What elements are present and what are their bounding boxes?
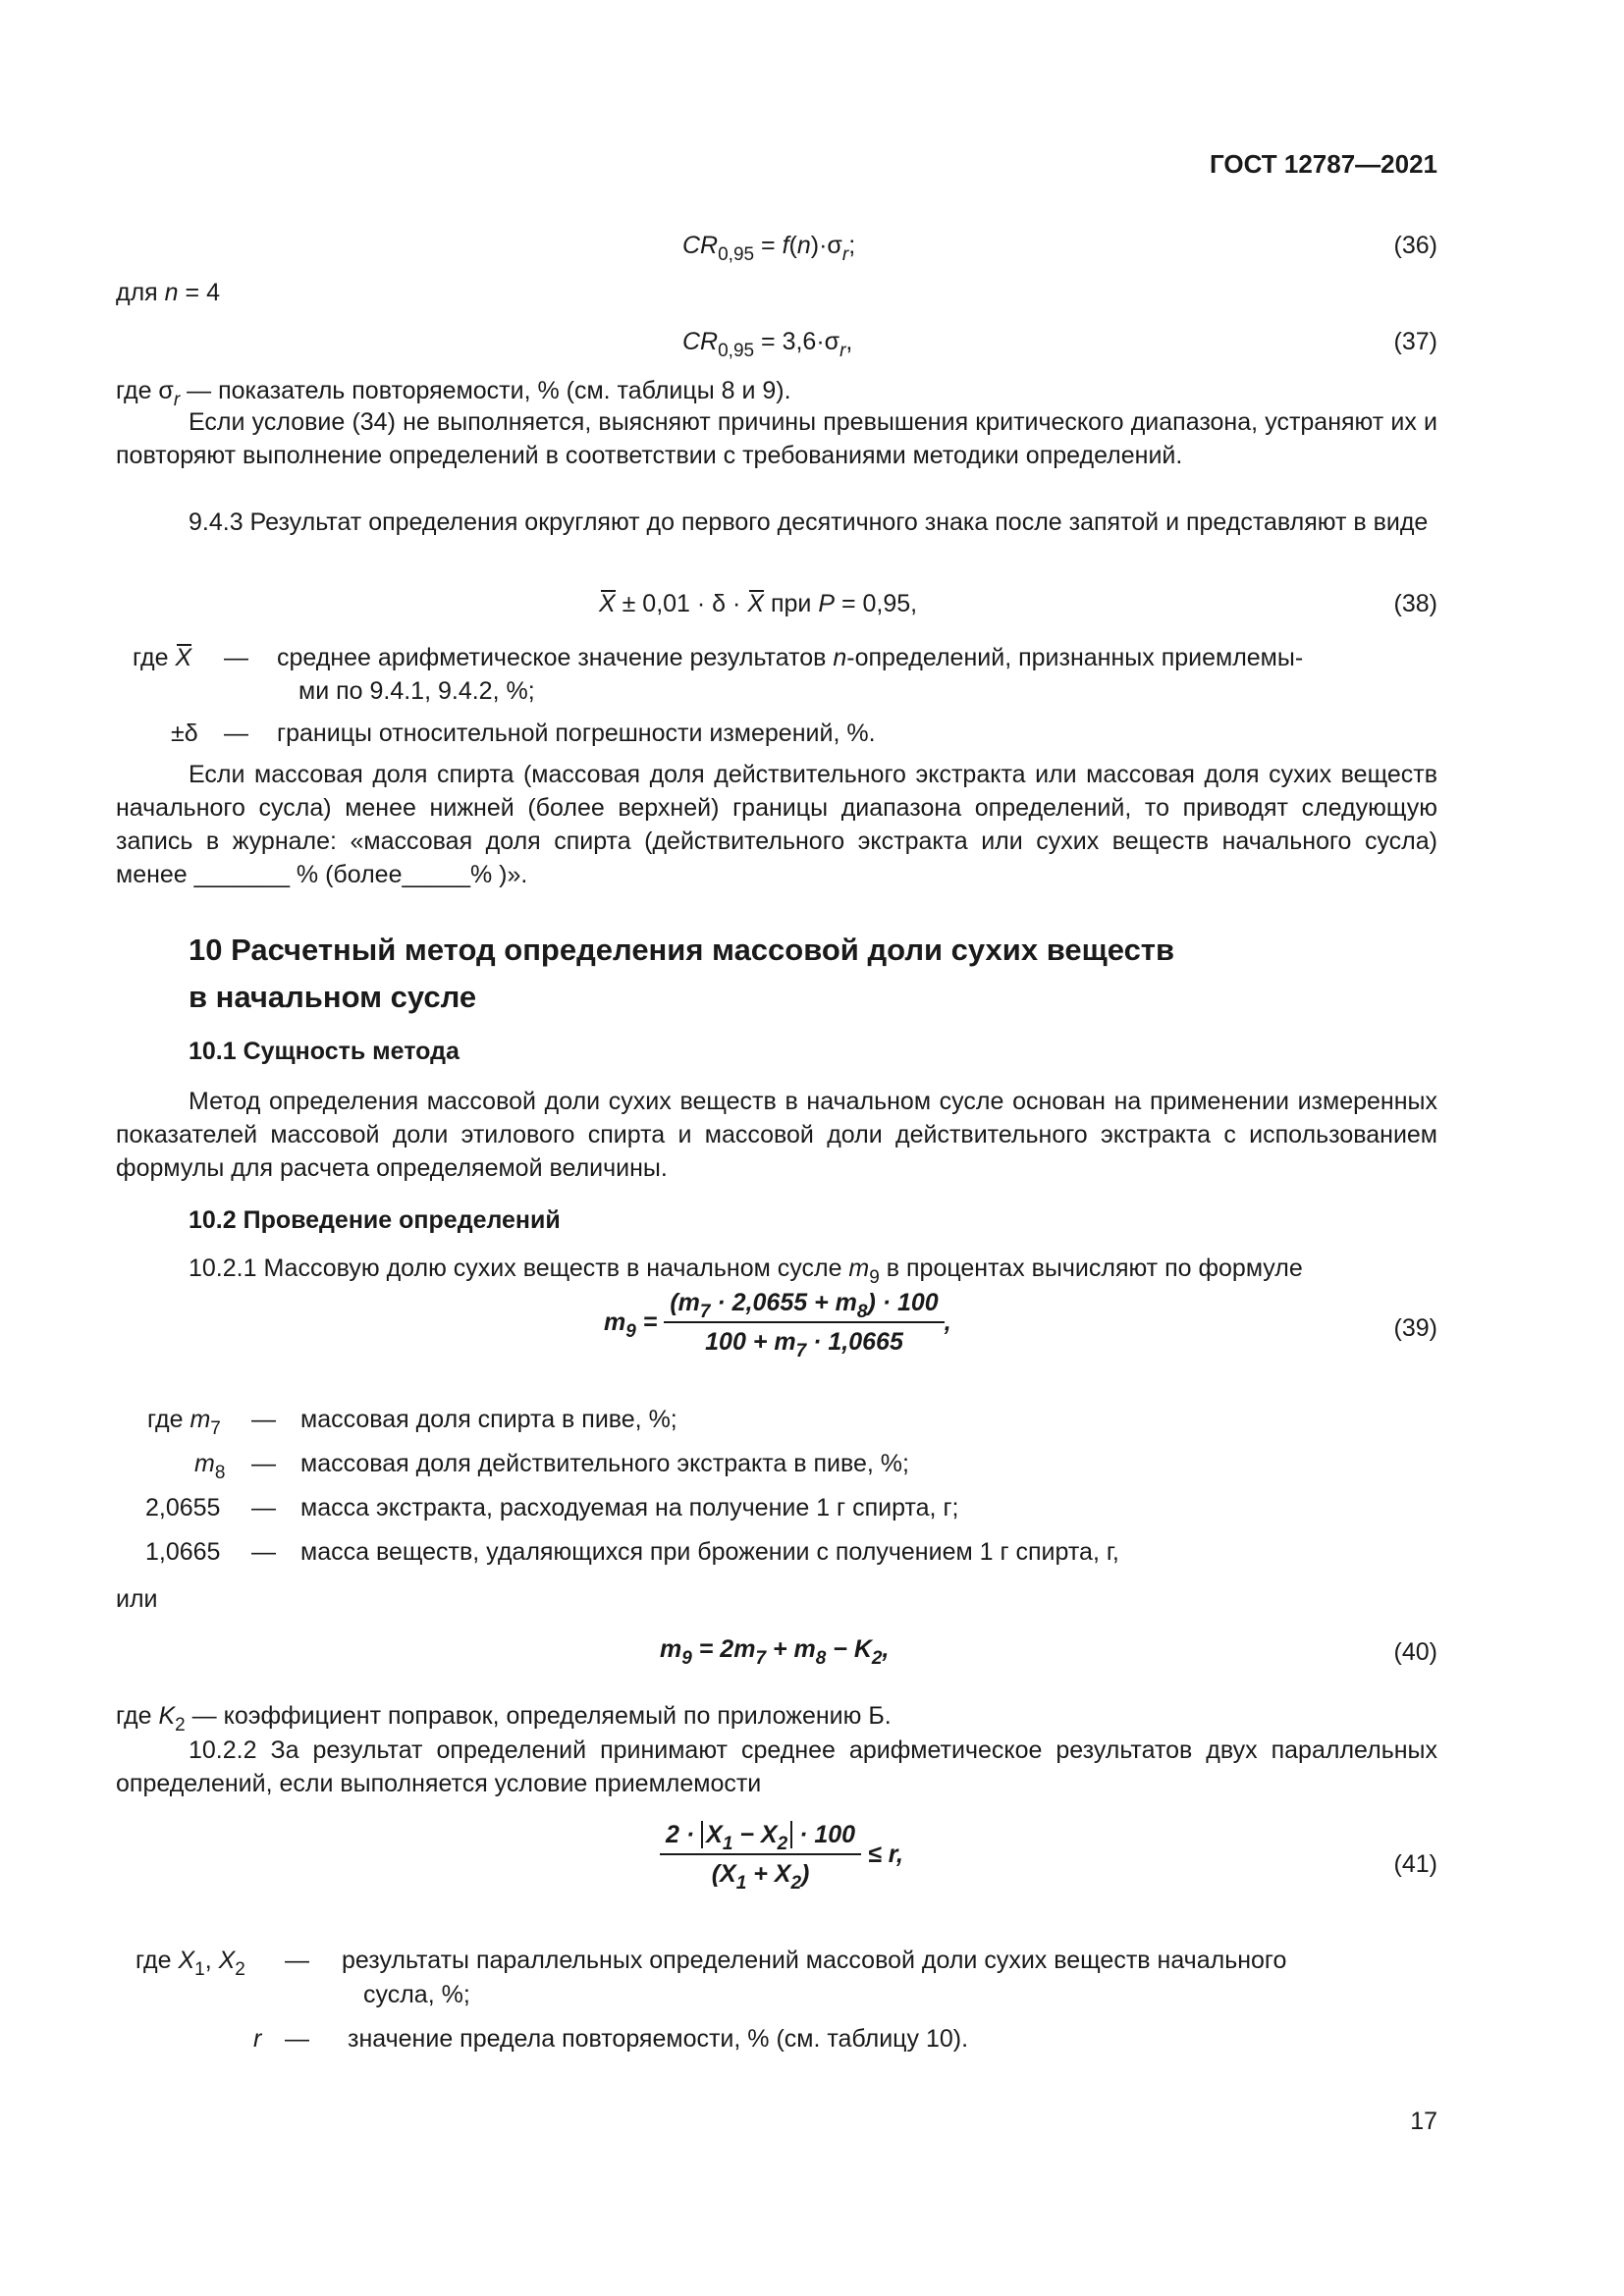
k2-definition: где $K_2$ — коэффициент поправок, определяемый по приложению Б. — [116, 1702, 892, 1735]
legend-39-symbol-10665: 1,0665 — [145, 1538, 221, 1566]
equation-37: $CR_{0,95} = 3,6\cdot\sigma_r$, — [682, 328, 853, 361]
legend-38-text-x-cont: ми по 9.4.1, 9.4.2, %; — [298, 677, 535, 705]
legend-41-text-r: значение предела повторяемости, % (см. таблицу 10). — [348, 2025, 969, 2053]
legend-41-symbol-x1-x2: где $X_1$, $X_2$ — [135, 1947, 245, 1980]
equation-38: X ± 0,01 · δ · X при P = 0,95, — [599, 587, 917, 620]
section-10-title: 10 Расчетный метод определения массовой доли сухих веществ в начальном сусле — [189, 933, 1175, 1014]
equation-number-36: (36) — [1393, 232, 1437, 259]
legend-39-dash-4: — — [251, 1538, 276, 1566]
legend-41-dash-2: — — [285, 2025, 309, 2053]
legend-38-dash: — — [224, 644, 248, 671]
legend-39-symbol-m7: где $m_7$ — [147, 1406, 221, 1439]
equation-number-39: (39) — [1393, 1314, 1437, 1342]
paragraph-10-2-1: 10.2.1 Массовую долю сухих веществ в начальном сусле $m_9$ в процентах вычисляют по формуле — [189, 1255, 1303, 1288]
or-text: или — [116, 1585, 158, 1613]
paragraph-10-2-2: 10.2.2 За результат определений принимают среднее арифметическое результатов двух параллельных определений, если выполняется условие приемлемости — [116, 1736, 1437, 1797]
equation-number-37: (37) — [1393, 328, 1437, 355]
paragraph-9-4-3: 9.4.3 Результат определения округляют до первого десятичного знака после запятой и представляют в виде — [189, 508, 1429, 536]
legend-41-text-x: результаты параллельных определений массовой доли сухих веществ начального — [342, 1947, 1287, 1974]
legend-38-symbol-x: где X — [133, 641, 191, 674]
equation-number-40: (40) — [1393, 1638, 1437, 1666]
legend-38-text-delta: границы относительной погрешности измерений, %. — [277, 720, 876, 747]
legend-39-text-m8: массовая доля действительного экстракта в пиве, %; — [300, 1450, 909, 1477]
legend-41-dash-1: — — [285, 1947, 309, 1974]
paragraph-condition-34: Если условие (34) не выполняется, выясняют причины превышения критического диапазона, устраняют их и повторяют выполнение определений в соответствии с требованиями методики определений. — [116, 408, 1437, 469]
legend-39-text-10665: масса веществ, удаляющихся при брожении с получением 1 г спирта, г, — [300, 1538, 1119, 1566]
legend-41-symbol-r: r — [253, 2025, 262, 2053]
legend-39-text-20655: масса экстракта, расходуемая на получение 1 г спирта, г; — [300, 1494, 959, 1522]
sigma-definition: где $\sigma_r$ — показатель повторяемости, % (см. таблицы 8 и 9). — [116, 377, 791, 410]
document-header: ГОСТ 12787—2021 — [1210, 149, 1437, 179]
legend-38-symbol-delta: ±δ — [171, 720, 198, 747]
condition-n: для n = 4 — [116, 279, 220, 306]
equation-41: $\frac{2 \cdot X_1 - X_2 \cdot 100}{(X_1 + X_2)}$ ≤ r, — [660, 1818, 903, 1891]
legend-38-text-x: среднее арифметическое значение результатов n-определений, признанных приемлемы- — [277, 644, 1304, 671]
page-number: 17 — [1410, 2108, 1437, 2135]
legend-39-dash-2: — — [251, 1450, 276, 1477]
legend-39-symbol-20655: 2,0655 — [145, 1494, 221, 1522]
legend-39-dash-1: — — [251, 1406, 276, 1433]
equation-number-41: (41) — [1393, 1850, 1437, 1878]
legend-39-text-m7: массовая доля спирта в пиве, %; — [300, 1406, 677, 1433]
paragraph-lower-limit: Если массовая доля спирта (массовая доля действительного экстракта или массовая доля сухих веществ начального сусла) менее нижней (более верхней) границы диапазона определений, то приводят следующую запись в журнале: «массовая доля спирта (действительного экстракта или сухих веществ начального сусла) менее _______ % (более_____% )». — [116, 761, 1437, 888]
equation-number-38: (38) — [1393, 590, 1437, 617]
legend-38-dash-2: — — [224, 720, 248, 747]
legend-41-text-x-cont: сусла, %; — [363, 1981, 470, 2008]
section-10-1-title: 10.1 Сущность метода — [189, 1038, 460, 1065]
legend-39-dash-3: — — [251, 1494, 276, 1522]
legend-39-symbol-m8: $m_8$ — [194, 1450, 226, 1483]
section-10-2-title: 10.2 Проведение определений — [189, 1206, 561, 1234]
equation-40: $m_9 = 2m_7 + m_8 - K_2$, — [660, 1635, 890, 1669]
equation-39: $m_9$ = $\frac{(m_7 \cdot 2,0655 + m_8) \cdot 100}{100 + m_7 \cdot 1,0665}$ , — [604, 1286, 951, 1359]
paragraph-10-1: Метод определения массовой доли сухих веществ в начальном сусле основан на применении измеренных показателей массовой доли этилового спирта и массовой доли действительного экстракта с использованием формулы для расчета определяемой величины. — [116, 1088, 1437, 1182]
equation-36: $CR_{0,95} = f(n)\cdot\sigma_r$; — [682, 232, 856, 265]
